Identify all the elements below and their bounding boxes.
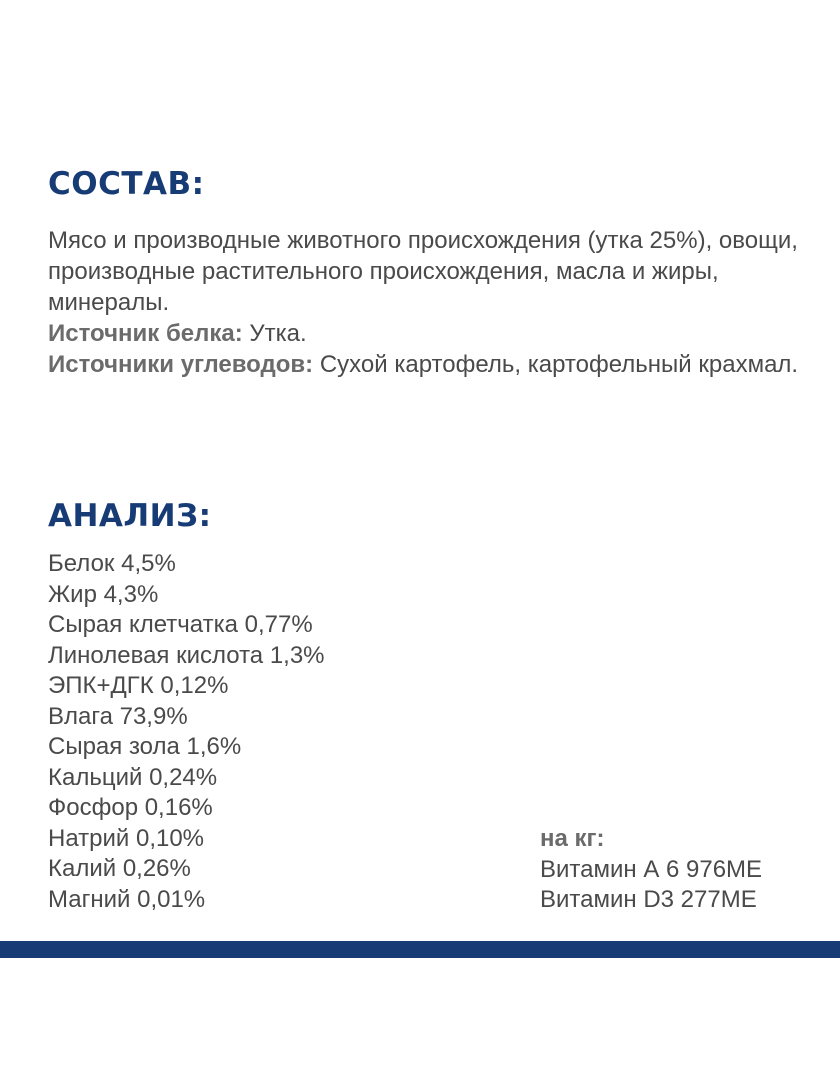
analysis-item-sodium: Натрий 0,10% xyxy=(48,824,205,852)
composition-text-block xyxy=(48,225,808,380)
analysis-item-phosphorus: Фосфор 0,16% xyxy=(48,794,213,821)
analysis-list xyxy=(48,549,325,915)
vitamin-a: Витамин А 6 976МЕ xyxy=(540,855,763,883)
analysis-item-protein: Белок 4,5% xyxy=(48,550,176,577)
vitamins-block xyxy=(540,824,762,916)
composition-heading: СОСТАВ: xyxy=(48,166,205,202)
composition-text: Мясо и производные животного происхождения (утка 25%), овощи, производные растительного происхождения, масла и жиры, минералы. xyxy=(48,227,798,316)
carb-sources-value: Сухой картофель, картофельный крахмал. xyxy=(319,351,799,378)
per-kg-heading: на кг: xyxy=(540,825,605,852)
analysis-item-epa-dha: ЭПК+ДГК 0,12% xyxy=(48,672,229,699)
analysis-item-magnesium: Магний 0,01% xyxy=(48,885,206,913)
analysis-item-moisture: Влага 73,9% xyxy=(48,702,188,730)
analysis-item-linoleic-acid: Линолевая кислота 1,3% xyxy=(48,641,325,669)
protein-source-label: Источник белка: xyxy=(48,320,243,347)
carb-sources-label: Источники углеводов: xyxy=(48,351,314,378)
composition-description xyxy=(48,225,808,380)
analysis-item-potassium: Калий 0,26% xyxy=(48,855,191,882)
analysis-item-crude-fiber: Сырая клетчатка 0,77% xyxy=(48,611,313,638)
vitamin-d3: Витамин D3 277МЕ xyxy=(540,886,757,913)
analysis-item-crude-ash: Сырая зола 1,6% xyxy=(48,733,242,760)
analysis-item-calcium: Кальций 0,24% xyxy=(48,763,218,791)
analysis-item-fat: Жир 4,3% xyxy=(48,580,159,608)
bottom-divider-bar xyxy=(0,941,840,958)
analysis-heading: АНАЛИЗ: xyxy=(48,498,212,534)
protein-source-value: Утка. xyxy=(249,320,307,347)
